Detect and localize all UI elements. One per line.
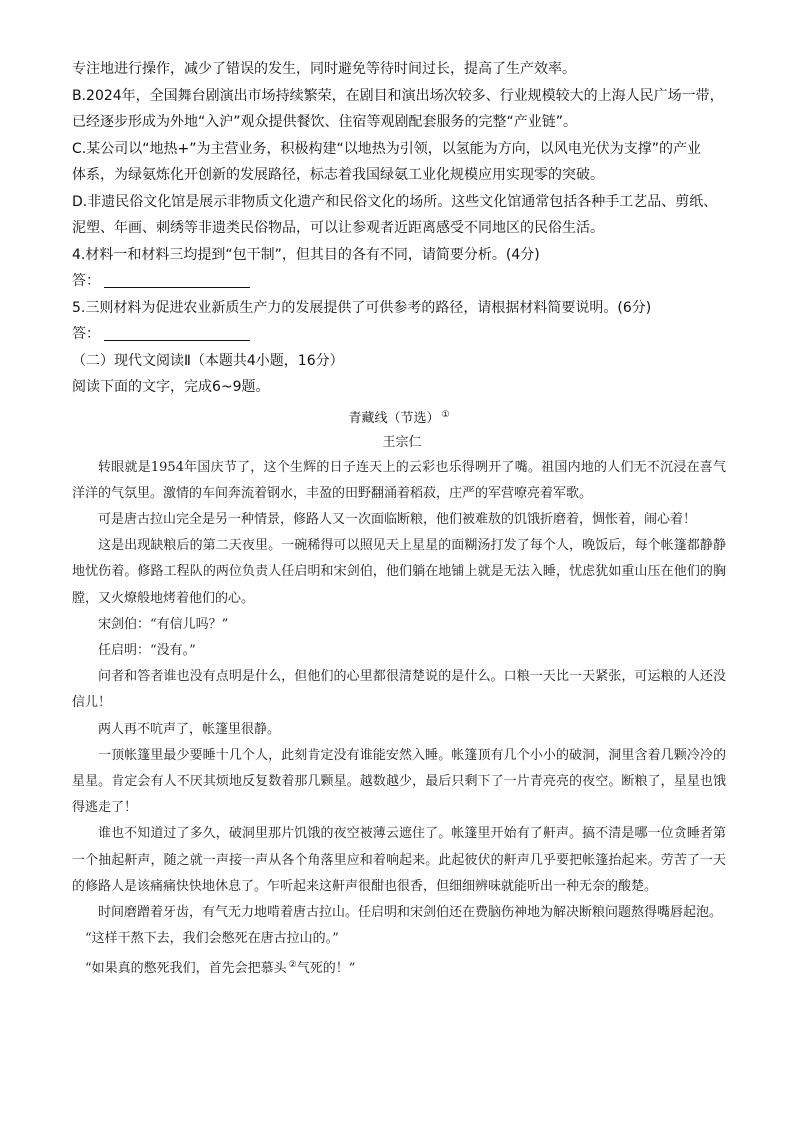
footnote-mark: ① [441, 409, 450, 420]
passage-title-text: 青藏线（节选） [348, 410, 440, 426]
answer-label: 答： [72, 326, 100, 342]
option-a-tail: 专注地进行操作，减少了错误的发生，同时避免等待时间过长，提高了生产效率。 [72, 61, 576, 77]
passage-author: 王宗仁 [382, 434, 422, 450]
passage-body [72, 455, 726, 983]
answer-blank-4[interactable] [104, 271, 250, 288]
option-d-line2: 泥塑、年画、刺绣等非遗类民俗物品，可以让参观者近距离感受不同地区的民俗生活。 [72, 220, 604, 236]
footnote-mark: ② [288, 960, 297, 971]
paragraph: 时间磨蹭着牙齿，有气无力地啃着唐古拉山。任启明和宋剑伯还在费脑伤神地为解决断粮问题熬得嘴唇起泡。 [98, 904, 723, 920]
paragraph: 可是唐古拉山完全是另一种情景，修路人又一次面临断粮，他们被难敖的饥饿折磨着，惆怅着，闹心着！ [98, 511, 697, 527]
dialogue-line: “这样干熬下去，我们会憋死在唐古拉山的。” [85, 931, 339, 947]
option-d-line1: D.非遗民俗文化馆是展示非物质文化遗产和民俗文化的场所。这些文化馆通常包括各种手工艺品、剪纸、 [72, 193, 718, 210]
dialogue-line [72, 952, 726, 982]
option-b-line2: 已经逐步形成为外地“入沪”观众提供餐饮、住宿等观剧配套服务的完整“产业链”。 [72, 114, 578, 130]
dialogue-text: “如果真的憋死我们，首先会把慕头 [85, 961, 287, 977]
exam-page [72, 56, 726, 983]
answer-label: 答： [72, 273, 100, 289]
passage-title [72, 403, 726, 431]
paragraph: 谁也不知道过了多久，破洞里那片饥饿的夜空被薄云遮住了。帐篷里开始有了鼾声。搞不清是哪一位贪睡者第一个抽起鼾声，随之就一声接一声从各个角落里应和着响起来。此起彼伏的鼾声几乎要把帐篷抬起来。劳苦了一天的修路人是该痛痛快快地休息了。乍听起来这鼾声很酣也很香，但细细辨味就能听出一种无奈的酸楚。 [72, 826, 726, 894]
paragraph: 转眼就是1954年国庆节了，这个生辉的日子连天上的云彩也乐得咧开了嘴。祖国内地的人们无不沉浸在喜气洋洋的气氛里。激情的车间奔流着钢水，丰盈的田野翻涌着稻菽，庄严的军营嘹亮着军歌。 [72, 459, 726, 501]
dialogue-text: 气死的！” [296, 961, 356, 977]
paragraph: 任启明：“没有。” [98, 642, 196, 658]
paragraph: 一顶帐篷里最少要睡十几个人，此刻肯定没有谁能安然入睡。帐篷顶有几个小小的破洞，洞里含着几颗冷冷的星星。肯定会有人不厌其烦地反复数着那几颗星。越数越少，最后只剩下了一片青亮亮的夜空。断粮了，星星也饿得逃走了！ [72, 747, 726, 816]
section-instruction: 阅读下面的文字，完成6~9题。 [72, 379, 270, 395]
answer-blank-5[interactable] [104, 324, 250, 341]
option-c-line1: C.某公司以“地热+”为主营业务，积极构建“以地热为引领，以氢能为方向，以风电光伏为支撑”的产业 [72, 140, 701, 157]
answer-row-4 [72, 268, 726, 295]
option-b-line1: B.2024年，全国舞台剧演出市场持续繁荣，在剧目和演出场次较多、行业规模较大的上海人民广场一带， [72, 87, 724, 104]
question-5: 5.三则材料为促进农业新质生产力的发展提供了可供参考的路径，请根据材料简要说明。(6分) [72, 299, 652, 316]
paragraph: 这是出现缺粮后的第二天夜里。一碗稀得可以照见天上星星的面糊汤打发了每个人，晚饭后，每个帐篷都静静地忧伤着。修路工程队的两位负责人任启明和宋剑伯，他们躺在地铺上就是无法入睡，忧虑犹如重山压在他们的胸膛，又火燎般地烤着他们的心。 [72, 538, 726, 606]
paragraph: 两人再不吭声了，帐篷里很静。 [98, 721, 281, 737]
answer-row-5 [72, 321, 726, 348]
section-heading: （二）现代文阅读Ⅱ（本题共4小题，16分） [72, 352, 344, 369]
question-4: 4.材料一和材料三均提到“包干制”，但其目的各有不同，请简要分析。(4分) [72, 246, 540, 263]
option-c-line2: 体系，为绿氨炼化开创新的发展路径，标志着我国绿氨工业化规模应用实现零的突破。 [72, 167, 604, 183]
paragraph: 宋剑伯：“有信儿吗？” [98, 616, 229, 632]
paragraph: 问者和答者谁也没有点明是什么，但他们的心里都很清楚说的是什么。口粮一天比一天紧张，可运粮的人还没信儿！ [72, 669, 726, 711]
